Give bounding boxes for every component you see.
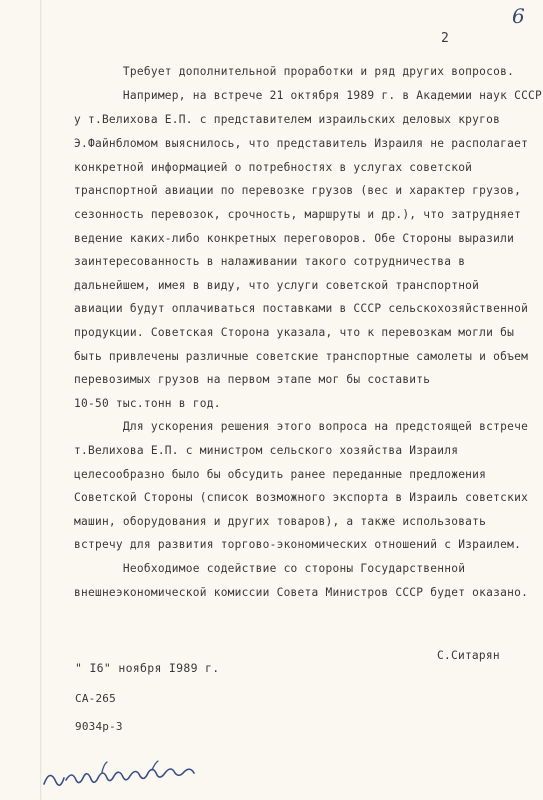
body-line: перевозимых грузов на первом этапе мог бы составить [74,373,431,386]
body-line: т.Велихова Е.П. с министром сельского хозяйства Израиля [74,444,459,457]
body-line: Э.Файнбломом выяснилось, что представитель Израиля не располагает [74,137,529,150]
body-line: продукции. Советская Сторона указала, что к перевозкам могли бы [74,326,515,339]
registration-code: СА-265 [75,692,116,705]
body-line: Для ускорения решения этого вопроса на предстоящей встрече [74,420,529,433]
body-line: быть привлечены различные советские транспортные самолеты и объем [74,350,529,363]
registration-code: 9034р-3 [75,720,123,733]
body-line: конкретной информацией о потребностях в услугах советской [74,161,473,174]
body-line: дальнейшем, имея в виду, что услуги советской транспортной [74,279,480,292]
body-line: Советской Стороны (список возможного экспорта в Израиль советских [74,491,529,504]
signatory-name: С.Ситарян [437,649,500,662]
body-line: заинтересованность в налаживании такого сотрудничества в [74,255,466,268]
document-date: " I6" ноября I989 г. [75,661,220,675]
body-line: целесообразно было бы обсудить ранее переданные предложения [74,468,487,481]
body-line: 10-50 тыс.тонн в год. [74,397,221,410]
paper-fold-edge [40,0,42,800]
body-line: Требует дополнительной проработки и ряд других вопросов. [74,65,515,78]
body-line: у т.Велихова Е.П. с представителем израильских деловых кругов [74,113,501,126]
body-line: Необходимое содействие со стороны Государственной [74,562,466,575]
body-line: внешнеэкономической комиссии Совета Министров СССР будет оказано. [74,586,529,599]
body-line: встречу для развития торгово-экономических отношений с Израилем. [74,538,522,551]
handwritten-page-number: 6 [512,4,525,28]
body-line: машин, оборудования и других товаров), а также использовать [74,515,487,528]
body-line: сезонность перевозок, срочность, маршруты и др.), что затрудняет [74,208,522,221]
body-line: транспортной авиации по перевозке грузов (вес и характер грузов, [74,184,522,197]
body-line: авиации будут оплачиваться поставками в СССР сельскохозяйственной [74,302,529,315]
body-line: ведение каких-либо конкретных переговоров. Обе Стороны выразили [74,232,515,245]
handwritten-signature [40,756,240,792]
page-number: 2 [441,31,449,46]
body-line: Например, на встрече 21 октября 1989 г. в Академии наук СССР [74,89,543,102]
